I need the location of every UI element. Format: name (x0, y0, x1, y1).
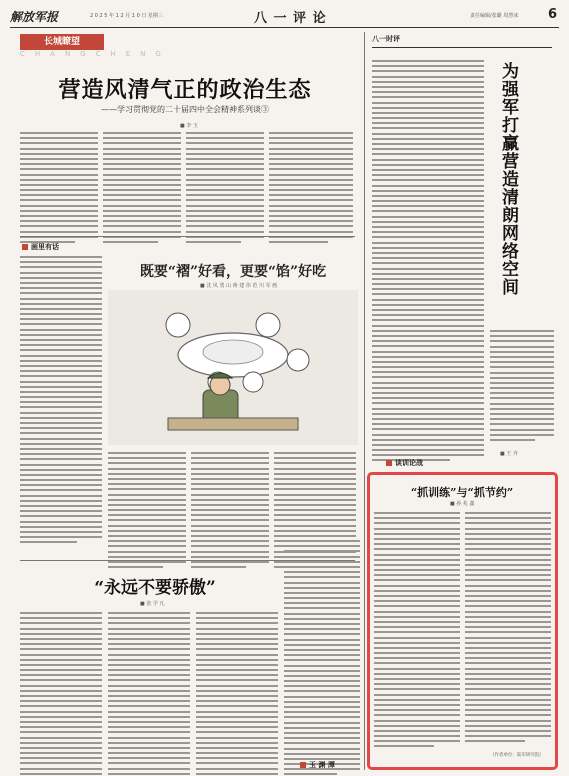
highlighted-article-byline: ■ 孙 兆 鑫 (450, 501, 475, 507)
column-badge: 长城瞭望 (20, 34, 104, 50)
article-body-col4 (269, 132, 353, 246)
article-subtitle: ——学习贯彻党的二十届四中全会精神系列谈③ (101, 105, 269, 114)
right-column-body2 (490, 330, 554, 444)
cartoon-essay-col1 (108, 452, 186, 571)
right-section-tag: 谈训论战 (386, 458, 423, 468)
article-body-col3 (186, 132, 264, 246)
cartoon-commentary (20, 256, 102, 547)
bottom-article-col4 (284, 540, 360, 776)
highlighted-article-col1 (374, 512, 460, 751)
cartoon-section-tag: 画里有话 (22, 242, 59, 252)
highlighted-article-col2 (465, 512, 551, 745)
right-column-header-label: 八一时评 (372, 35, 400, 43)
bottom-article-col1 (20, 612, 102, 776)
right-column-byline: ■ 王 齐 (500, 451, 518, 457)
article-byline: ■ 李 玉 (180, 123, 198, 129)
editors-line: 责任编辑/张璐 周慧冰 (470, 13, 519, 19)
cartoon-essay-col2 (191, 452, 269, 571)
section-title: 八 一 评 论 (254, 11, 327, 26)
right-column-header (372, 34, 552, 48)
issue-date: 2 0 2 5 年 1 2 月 1 0 日 星期三 (90, 13, 163, 19)
bottom-article-byline: ■ 张 学 凡 (140, 601, 165, 607)
article-headline: 营造风清气正的政治生态 (58, 77, 312, 103)
bottom-article-col2 (108, 612, 190, 776)
page-number: 6 (547, 7, 557, 22)
cartoon-byline: ■ 沈 风 勇 山 蒋 建 伟 范 川 军 画 (200, 283, 278, 289)
masthead (10, 6, 559, 28)
newspaper-logo: 解放军报 (10, 10, 59, 24)
cartoon-title: 既要“褶”好看，更要“馅”好吃 (139, 264, 327, 280)
bottom-article-headline: “永远不要骄傲” (94, 578, 216, 598)
right-column-headline: 为强军打赢营造清朗网络空间 (498, 62, 518, 296)
cartoon-illustration (108, 290, 358, 445)
right-column-body1 (372, 60, 484, 465)
divider (20, 236, 355, 237)
yuyuantan-tag: 玉 渊 潭 (300, 760, 335, 770)
column-badge-en: CHANGCHENG (20, 50, 171, 58)
article-body-col2 (103, 132, 181, 246)
highlighted-article-headline: “抓训练”与“抓节约” (410, 486, 514, 499)
bottom-article-col3 (196, 612, 278, 776)
article-body-col1 (20, 132, 98, 246)
column-divider (364, 32, 365, 770)
highlighted-article-source: （作者单位：陆军研究院） (490, 753, 544, 758)
